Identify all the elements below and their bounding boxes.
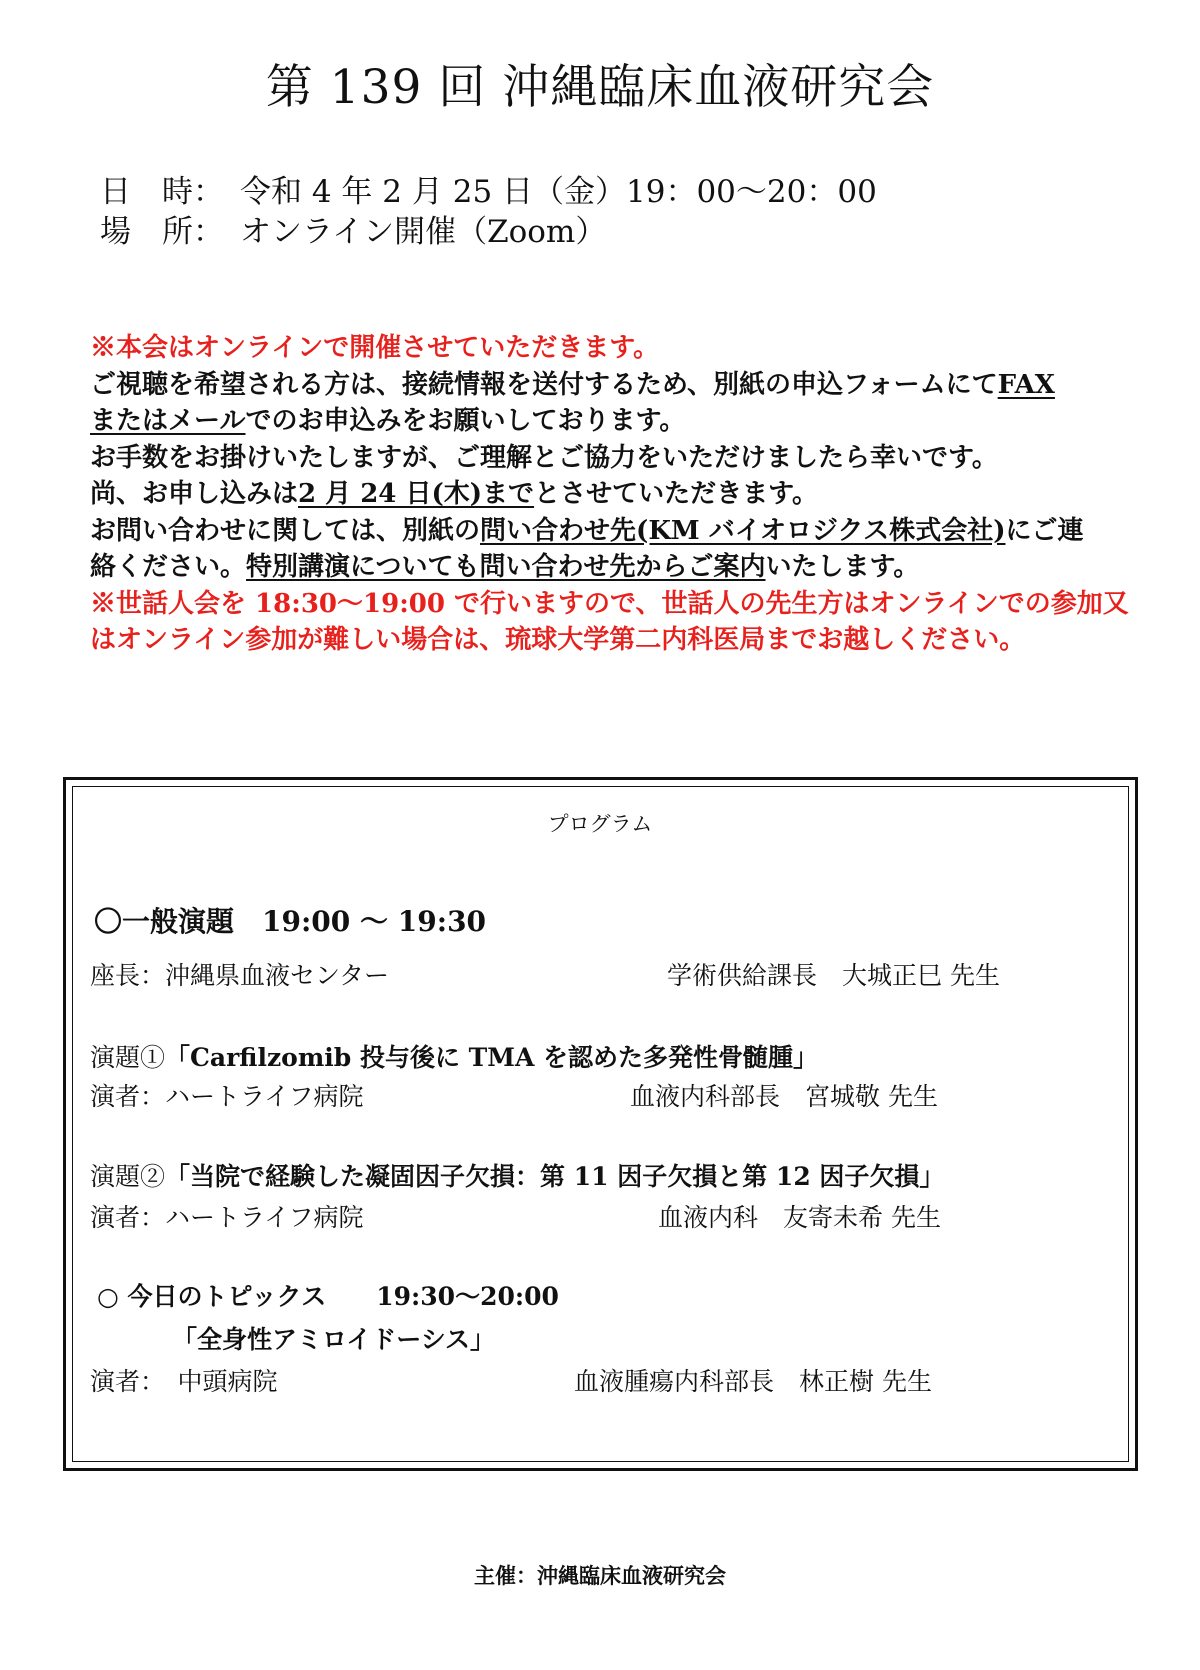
special-lecture-note: 特別講演についても問い合わせ先からご案内 <box>246 552 766 582</box>
notice-organizers: ※世話人会を 18:30〜19:00 で行いますので、世話人の先生方はオンラインでの参加又はオンライン参加が難しい場合は、琉球大学第二内科医局までお越しください。 <box>90 588 1129 655</box>
talk1-prefix: 演題① <box>90 1043 166 1072</box>
chair-role: 学術供給課長 大城正巳 先生 <box>667 961 1000 990</box>
page-title: 第 139 回 沖縄臨床血液研究会 <box>265 60 935 115</box>
topic-speaker: 演者： 中頭病院 <box>90 1367 278 1396</box>
talk2-title-row <box>90 1157 944 1193</box>
notice-block <box>90 330 1150 659</box>
mail-text: またはメール <box>90 406 246 436</box>
notice-apply: ご視聴を希望される方は、接続情報を送付するため、別紙の申込フォームにてFAX <box>90 369 1055 400</box>
section-topics: ○ 今日のトピックス 19:30〜20:00 <box>97 1282 559 1311</box>
notice-deadline: 尚、お申し込みは2 月 24 日(木)までとさせていただきます。 <box>90 479 818 509</box>
talk2-speaker: 演者：ハートライフ病院 <box>90 1203 364 1232</box>
date-value: 令和 4 年 2 月 25 日（金）19：00〜20：00 <box>240 174 877 210</box>
notice-contact-cont: 絡ください。特別講演についても問い合わせ先からご案内いたします。 <box>90 552 920 582</box>
talk1-title: 「Carfilzomib 投与後に TMA を認めた多発性骨髄腫」 <box>165 1043 819 1072</box>
talk2-title: 「当院で経験した凝固因子欠損：第 11 因子欠損と第 12 因子欠損」 <box>165 1162 945 1191</box>
program-title: プログラム <box>547 812 653 836</box>
topic-role: 血液腫瘍内科部長 林正樹 先生 <box>574 1367 932 1396</box>
chair-label: 座長：沖縄県血液センター <box>90 961 390 990</box>
talk1-title-row <box>90 1038 818 1074</box>
talk2-prefix: 演題② <box>90 1162 166 1191</box>
deadline-date: 2 月 24 日(木)まで <box>298 479 535 509</box>
talk2-role: 血液内科 友寄未希 先生 <box>658 1203 941 1232</box>
place-row <box>100 206 606 251</box>
talk1-speaker: 演者：ハートライフ病院 <box>90 1082 364 1111</box>
organizer-footer: 主催：沖縄臨床血液研究会 <box>474 1563 726 1588</box>
fax-text: FAX <box>997 369 1055 400</box>
notice-thanks: お手数をお掛けいたしますが、ご理解とご協力をいただけましたら幸いです。 <box>90 442 998 473</box>
date-row <box>100 166 877 211</box>
date-label: 日 時： <box>100 174 224 210</box>
notice-apply-cont: またはメールでのお申込みをお願いしております。 <box>90 406 686 436</box>
place-label: 場 所： <box>100 214 224 250</box>
place-value: オンライン開催（Zoom） <box>240 214 607 250</box>
talk1-role: 血液内科部長 宮城敬 先生 <box>630 1082 938 1111</box>
contact-company: 問い合わせ先(KM バイオロジクス株式会社) <box>480 515 1006 546</box>
notice-online: ※本会はオンラインで開催させていただきます。 <box>90 333 660 363</box>
program-box-inner-border <box>72 786 1129 1462</box>
section-general-talks: 〇一般演題 19:00 〜 19:30 <box>94 905 487 938</box>
topic-title: 「全身性アミロイドーシス」 <box>172 1325 496 1354</box>
notice-contact: お問い合わせに関しては、別紙の問い合わせ先(KM バイオロジクス株式会社)にご連 <box>90 515 1084 546</box>
